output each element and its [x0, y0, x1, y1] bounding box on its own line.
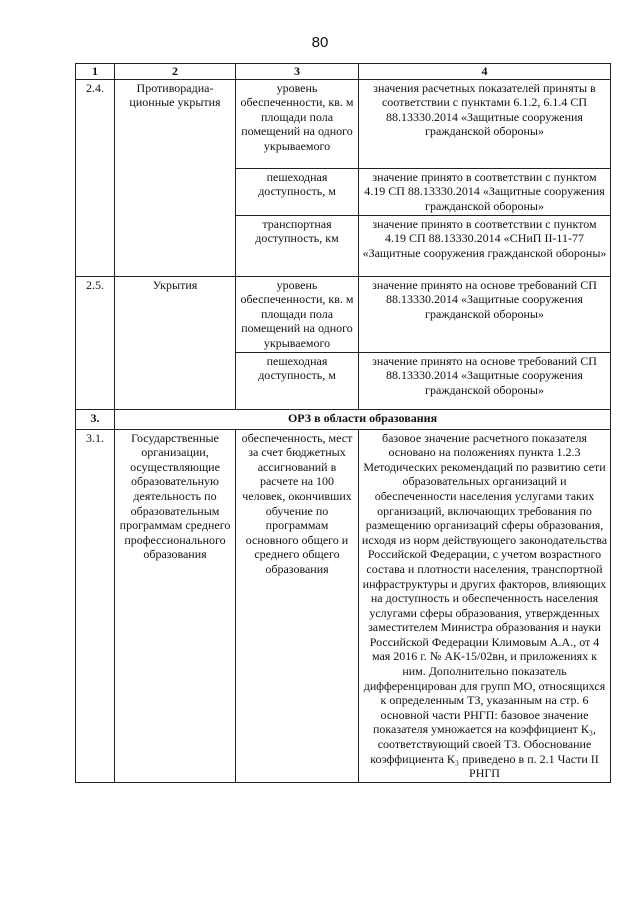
- object-name: Государственные организации, осуществляющие образовательную деятельность по образовательным программам среднего профессионального образования: [115, 429, 236, 782]
- indicator-basis: значение принято в соответствии с пунктом 4.19 СП 88.13330.2014 «Защитные сооружения гражданской обороны»: [359, 168, 611, 215]
- table-row: [76, 276, 611, 352]
- indicator-basis: базовое значение расчетного показателя основано на положениях пункта 1.2.3 Методических рекомендаций по развитию сети образовательных организаций и обеспеченности населения услугами таких организаций, включающих требования по размещению организаций сферы образования, исходя из норм действующего законодательства Российской Федерации, с учетом возрастного состава и плотности населения, транспортной инфраструктуры и других факторов, влияющих на доступность и обеспеченность населения услугами сферы образования, утвержденных заместителем Министра образования и науки Российской Федерации Климовым А.А., от 4 мая 2016 г. № АК-15/02вн, и приложениях к ним. Дополнительно показатель дифференцирован для групп МО, относящихся к определенным ТЗ, указанным на стр. 6 основной части РНГП: базовое значение показателя умножается на коэффициент К₃, соответствующий своей ТЗ. Обоснование коэффициента К₃ приведено в п. 2.1 Части II РНГП: [359, 429, 611, 782]
- table-header-row: [76, 64, 611, 80]
- indicator-name: обеспеченность, мест за счет бюджетных ассигнований в расчете на 100 человек, окончивших обучение по программам основного общего и среднего общего образования: [236, 429, 359, 782]
- object-name: Противорадиа-ционные укрытия: [115, 79, 236, 276]
- page-number: 80: [311, 34, 329, 51]
- indicator-name: пешеходная доступность, м: [236, 352, 359, 409]
- indicator-name: уровень обеспеченности, кв. м площади пола помещений на одного укрываемого: [236, 79, 359, 168]
- row-number: 2.4.: [76, 79, 115, 276]
- indicator-basis: значения расчетных показателей приняты в соответствии с пунктами 6.1.2, 6.1.4 СП 88.13330.2014 «Защитные сооружения гражданской обороны»: [359, 79, 611, 168]
- section-title: ОРЗ в области образования: [115, 409, 611, 429]
- column-header-1: 1: [76, 64, 115, 80]
- column-header-2: 2: [115, 64, 236, 80]
- norms-table: [75, 63, 611, 783]
- table-row: [76, 79, 611, 168]
- column-header-3: 3: [236, 64, 359, 80]
- section-row: [76, 409, 611, 429]
- row-number: 2.5.: [76, 276, 115, 409]
- indicator-name: уровень обеспеченности, кв. м площади пола помещений на одного укрываемого: [236, 276, 359, 352]
- indicator-name: транспортная доступность, км: [236, 215, 359, 276]
- indicator-name: пешеходная доступность, м: [236, 168, 359, 215]
- row-number: 3.1.: [76, 429, 115, 782]
- column-header-4: 4: [359, 64, 611, 80]
- indicator-basis: значение принято на основе требований СП 88.13330.2014 «Защитные сооружения гражданской обороны»: [359, 276, 611, 352]
- indicator-basis: значение принято на основе требований СП 88.13330.2014 «Защитные сооружения гражданской обороны»: [359, 352, 611, 409]
- object-name: Укрытия: [115, 276, 236, 409]
- table-row: [76, 429, 611, 782]
- indicator-basis: значение принято в соответствии с пунктом 4.19 СП 88.13330.2014 «СНиП II-11-77 «Защитные сооружения гражданской обороны»: [359, 215, 611, 276]
- section-number: 3.: [76, 409, 115, 429]
